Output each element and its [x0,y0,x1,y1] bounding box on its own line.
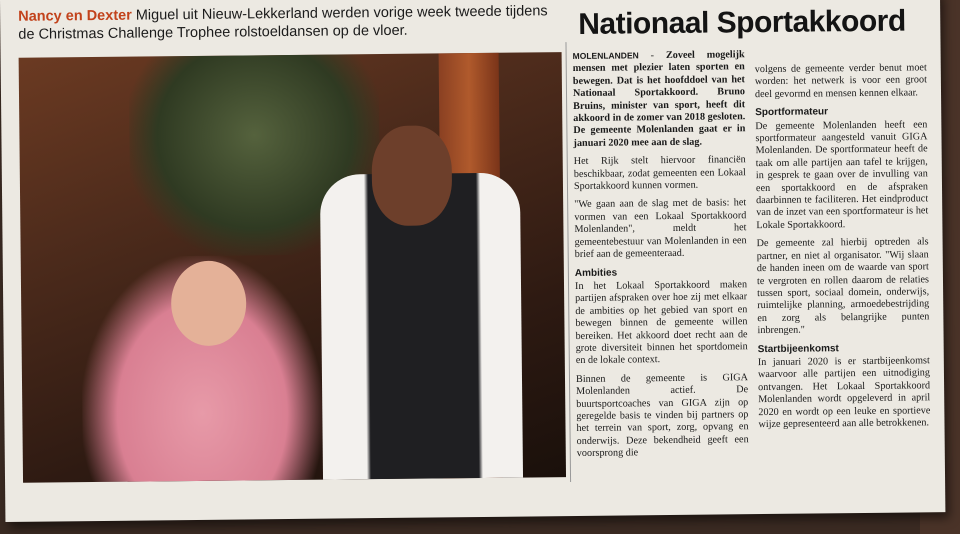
column-divider [565,42,571,482]
paragraph-9: In januari 2020 is er startbijeenkomst waarvoor alle partijen een uitnodiging ontvangen. Het Lokaal Sportakkoord Molenlanden wordt opgeleverd in april 2020 en wordt op een leuke en sportieve wijze gepresenteerd aan alle betrokkenen. [757,355,931,431]
article-headline: Nationaal Sportakkoord [578,4,906,41]
photo-caption [18,2,563,44]
article-column-1 [573,48,749,466]
caption-names: Nancy en Dexter [18,7,132,25]
paragraph-7: De gemeente Molenlanden heeft een sportformateur aangesteld vanuit GIGA Molenlanden. De sportformateur heeft de taak om alle partijen aan tafel te krijgen, in gesprek te gaan over de invulling van een sportakkoord en de afspraken daarbinnen te faciliteren. Het eindproduct van de inzet van een sportformateur is het Lokale Sportakkoord. [755,118,929,231]
caption-text: Miguel uit Nieuw-Lekkerland werden vorige week tweede tijdens de Christmas Challenge Trophee rolstoeldansen op de vloer. [18,3,548,43]
photo-dancers [19,52,566,483]
paragraph-4: In het Lokaal Sportakkoord maken partijen afspraken over hoe zij met elkaar de ambities op het gebied van sport en bewegen binnen de gemeente willen bereiken. Het akkoord doet recht aan de grote diversiteit binnen het sportdomein en de lokale context. [574,279,748,367]
paragraph-2: Het Rijk stelt hiervoor financiën beschikbaar, zodat gemeenten een Lokaal Sportakkoord kunnen vormen. [573,154,746,193]
lead-text: Zoveel mogelijk mensen met plezier laten sporten en bewegen. Dat is het hoofddoel van het Nationaal Sportakkoord. Bruno Bruins, minister van sport, heeft dit akkoord in de zomer van 2018 gesloten. De gemeente Molenlanden gaat er in januari 2020 mee aan de slag. [572,49,746,149]
lead-paragraph: MOLENLANDEN - Zoveel mogelijk mensen met plezier laten sporten en bewegen. Dat is het hoofddoel van het Nationaal Sportakkoord. Bruno Bruins, minister van sport, heeft dit akkoord in de zomer van 2018 gesloten. De gemeente Molenlanden gaat er in januari 2020 mee aan de slag. [572,49,746,149]
paragraph-5: Binnen de gemeente is GIGA Molenlanden actief. De buurtsportcoaches van GIGA zijn op geregelde basis te vinden bij partners op het terrein van sport, zorg, opvang en onderwijs. Deze bekendheid geeft een voorsprong die [575,371,749,460]
woman-head [171,260,247,346]
man-head [371,125,452,226]
subheading-startbijeenkomst: Startbijeenkomst [757,342,839,355]
article-column-2 [755,62,931,437]
paragraph-3: "We gaan aan de slag met de basis: het vormen van een Lokaal Sportakkoord Molenlanden", meldt het gemeentebestuur van Molenlanden in een brief aan de gemeenteraad. [574,197,747,261]
paragraph-6: volgens de gemeente verder benut moet worden: het netwerk is voor een groot deel gevormd en mensen kennen elkaar. [754,62,927,100]
subheading-sportformateur: Sportformateur [755,106,829,119]
subheading-ambities: Ambities [574,267,618,279]
paragraph-8: De gemeente zal hierbij optreden als partner, en niet al organisator. "Wij slaan de handen ineen om de waarde van sport te vergroten en rollen daarom de relaties tussen sport, sociaal domein, onderwijs, ruimtelijke planning, armoedebestrijding en zorg als belangrijke punten inbrengen." [756,236,930,337]
dateline: MOLENLANDEN [572,50,639,62]
